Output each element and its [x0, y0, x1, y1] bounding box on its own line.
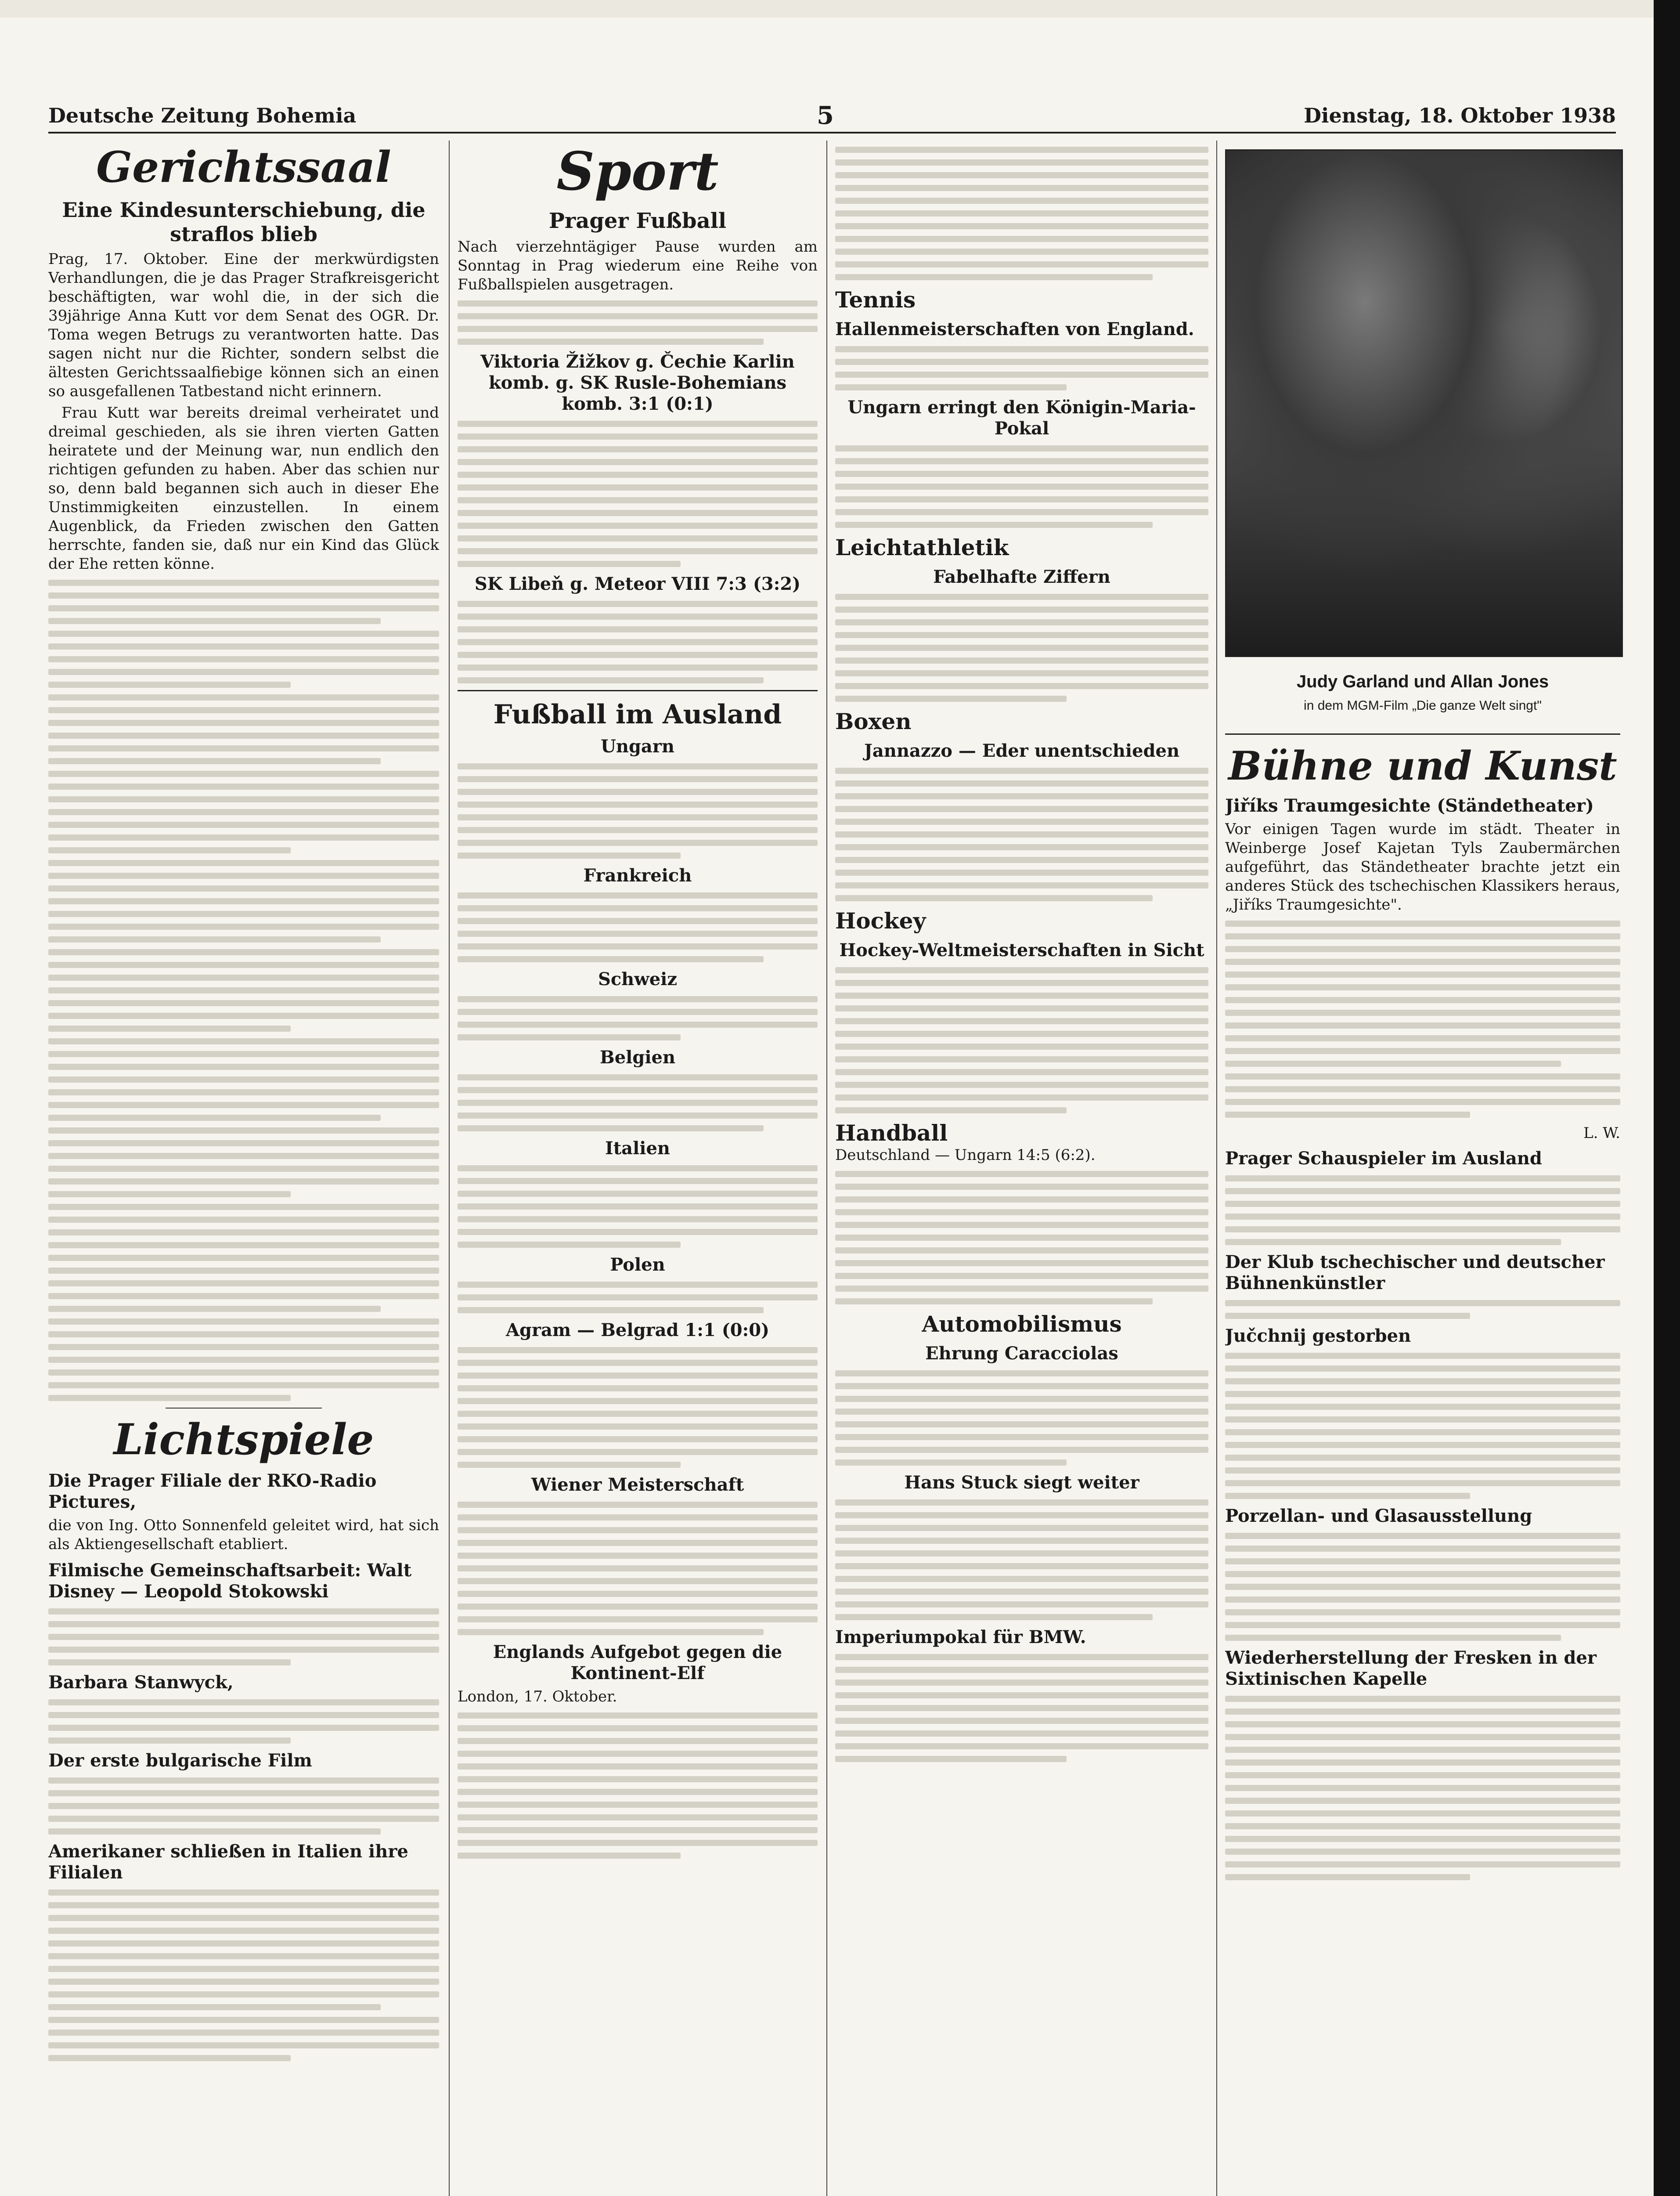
- sport-body: London, 17. Oktober.: [458, 1687, 617, 1705]
- illegible-text-block: [48, 1608, 439, 1665]
- sport-category: Tennis: [835, 287, 916, 313]
- section-title-buehne-und-kunst: Bühne und Kunst: [1228, 743, 1617, 789]
- illegible-text-block: [1225, 1300, 1620, 1319]
- lichtspiele-item-title: Der erste bulgarische Film: [48, 1750, 312, 1771]
- column-sport-2: [835, 141, 1208, 2196]
- country-heading: Italien: [605, 1138, 671, 1159]
- column-buehne-und-kunst: [1225, 729, 1620, 2196]
- lichtspiele-item-title: Die Prager Filiale der RKO-Radio Pictures,: [48, 1470, 377, 1513]
- match-result: Viktoria Žižkov g. Čechie Karlin komb. g. SK Rusle-Bohemians komb. 3:1 (0:1): [480, 351, 795, 414]
- sport-category: Handball: [835, 1120, 948, 1146]
- sport-category: Hockey: [835, 908, 926, 934]
- section-title-sport: Sport: [556, 141, 719, 202]
- illegible-text-block: [458, 300, 818, 345]
- scan-edge-top: [0, 0, 1680, 18]
- match-result: SK Libeň g. Meteor VIII 7:3 (3:2): [474, 573, 801, 594]
- illegible-text-block: [48, 1777, 439, 1835]
- illegible-text-block: [835, 1499, 1208, 1620]
- auto-item: Imperiumpokal für BMW.: [835, 1627, 1086, 1647]
- illegible-text-block: [835, 768, 1208, 901]
- photo-caption-film: in dem MGM-Film „Die ganze Welt singt": [1304, 698, 1542, 713]
- section-divider: [1225, 733, 1620, 735]
- illegible-text-block: [1225, 1533, 1620, 1641]
- illegible-text-block: [458, 996, 818, 1040]
- illegible-text-block: [458, 1074, 818, 1131]
- sport-subhead: Fußball im Ausland: [493, 699, 782, 730]
- illegible-text-block: [458, 1712, 818, 1859]
- illegible-text-block: [835, 346, 1208, 390]
- sport-category: Automobilismus: [922, 1311, 1122, 1337]
- sport-subhead: Prager Fußball: [548, 209, 727, 233]
- article-title: Eine Kindesunterschiebung, die straflos blieb: [62, 198, 425, 246]
- sport-subhead: Wiener Meisterschaft: [531, 1474, 744, 1495]
- auto-item: Hans Stuck siegt weiter: [904, 1472, 1139, 1493]
- column-gerichtssaal: [48, 141, 439, 2196]
- scan-edge-right: [1654, 0, 1680, 2196]
- article-intro: Prag, 17. Oktober. Eine der merkwürdigsten Verhandlungen, die je das Prager Strafkreisgericht beschäftigten, war wohl die, in der sich die 39jährige Anna Kutt vor dem Senat des OGR. Dr. Toma wegen Betrugs zu verantworten hatte. Das sagen nicht nur die Richter, sondern selbst die ältesten Gerichtssaalfiebige können sich an einen so ausgefallenen Tatbestand nicht erinnern.: [48, 250, 439, 401]
- page-header: [48, 101, 1616, 134]
- illegible-text-block: [458, 892, 818, 962]
- match-result: Agram — Belgrad 1:1 (0:0): [505, 1319, 770, 1340]
- hockey-item: Hockey-Weltmeisterschaften in Sicht: [839, 940, 1204, 961]
- boxen-item: Jannazzo — Eder unentschieden: [864, 740, 1180, 761]
- illegible-text-block: [48, 1699, 439, 1744]
- handball-body: Deutschland — Ungarn 14:5 (6:2).: [835, 1146, 1096, 1164]
- leichtathletik-item: Fabelhafte Ziffern: [933, 567, 1110, 587]
- illegible-text-block: [1225, 921, 1620, 1118]
- column-sport: [458, 141, 818, 2196]
- issue-date: Dienstag, 18. Oktober 1938: [1304, 104, 1616, 127]
- author-signature: L. W.: [1583, 1124, 1620, 1142]
- kunst-item-title: Wiederherstellung der Fresken in der Sixtinischen Kapelle: [1225, 1647, 1597, 1689]
- illegible-text-block: [48, 580, 439, 1401]
- illegible-text-block: [458, 763, 818, 859]
- photo-caption-names: Judy Garland und Allan Jones: [1296, 672, 1549, 691]
- film-still-photo: [1225, 149, 1623, 657]
- kunst-item-title: Prager Schauspieler im Ausland: [1225, 1148, 1542, 1169]
- tennis-item: Hallenmeisterschaften von England.: [835, 319, 1194, 340]
- lichtspiele-item-title: Amerikaner schließen in Italien ihre Filialen: [48, 1841, 408, 1883]
- illegible-text-block: [835, 1654, 1208, 1762]
- auto-item: Ehrung Caracciolas: [925, 1343, 1118, 1364]
- illegible-text-block: [1225, 1696, 1620, 1880]
- kunst-item-title: Der Klub tschechischer und deutscher Bühnenkünstler: [1225, 1252, 1605, 1293]
- sport-category: Boxen: [835, 708, 912, 734]
- lichtspiele-item-body: die von Ing. Otto Sonnenfeld geleitet wird, hat sich als Aktiengesellschaft etabliert.: [48, 1517, 439, 1553]
- column-divider: [1216, 141, 1217, 2196]
- country-heading: Frankreich: [583, 865, 692, 886]
- illegible-text-block: [1225, 1175, 1620, 1245]
- country-heading: Polen: [610, 1254, 665, 1275]
- illegible-text-block: [458, 601, 818, 683]
- kunst-item-title: Jučchnij gestorben: [1225, 1326, 1411, 1346]
- illegible-text-block: [458, 1502, 818, 1635]
- illegible-text-block: [835, 147, 1208, 280]
- kunst-item-title: Porzellan- und Glasausstellung: [1225, 1506, 1532, 1526]
- column-divider: [826, 141, 827, 2196]
- article-body: Frau Kutt war bereits dreimal verheiratet und dreimal geschieden, als sie ihren vierten Gatten heiratete und der Meinung war, nun endlich den richtigen gefunden zu haben. Aber das schien nur so, denn bald begannen sich auch in dieser Ehe Unstimmigkeiten einzustellen. In einem Augenblick, da Frieden zwischen den Gatten herrschte, fanden sie, daß nur ein Kind das Glück der Ehe retten könne.: [48, 404, 439, 573]
- kunst-item-body: Vor einigen Tagen wurde im städt. Theater in Weinberge Josef Kajetan Tyls Zaubermärchen aufgeführt, das Ständetheater brachte jetzt ein anderes Stück des tschechischen Klassikers heraus, „Jiříks Traumgesichte".: [1225, 820, 1620, 914]
- illegible-text-block: [835, 967, 1208, 1113]
- illegible-text-block: [1225, 1353, 1620, 1499]
- country-heading: Ungarn: [600, 736, 674, 757]
- illegible-text-block: [835, 1171, 1208, 1304]
- illegible-text-block: [458, 1165, 818, 1248]
- section-title-gerichtssaal: Gerichtssaal: [96, 142, 391, 192]
- lichtspiele-item-title: Filmische Gemeinschaftsarbeit: Walt Disney — Leopold Stokowski: [48, 1560, 412, 1602]
- illegible-text-block: [835, 445, 1208, 528]
- tennis-item: Ungarn erringt den Königin-Maria-Pokal: [847, 397, 1196, 439]
- illegible-text-block: [458, 1282, 818, 1313]
- illegible-text-block: [458, 1347, 818, 1468]
- sport-category: Leichtathletik: [835, 535, 1009, 560]
- newspaper-name: Deutsche Zeitung Bohemia: [48, 104, 357, 127]
- country-heading: Schweiz: [598, 968, 678, 990]
- column-divider: [449, 141, 450, 2196]
- section-divider: [166, 1408, 322, 1409]
- country-heading: Belgien: [599, 1047, 676, 1068]
- page-number: 5: [817, 101, 834, 130]
- illegible-text-block: [835, 1370, 1208, 1466]
- sport-body: Nach vierzehntägiger Pause wurden am Sonntag in Prag wiederum eine Reihe von Fußballspielen ausgetragen.: [458, 238, 818, 293]
- illegible-text-block: [835, 594, 1208, 702]
- section-divider: [458, 690, 818, 691]
- section-title-lichtspiele: Lichtspiele: [113, 1415, 374, 1465]
- sport-subhead: Englands Aufgebot gegen die Kontinent-Elf: [493, 1641, 782, 1683]
- illegible-text-block: [458, 421, 818, 567]
- illegible-text-block: [48, 1889, 439, 2061]
- lichtspiele-item-title: Barbara Stanwyck,: [48, 1672, 234, 1693]
- kunst-item-title: Jiříks Traumgesichte (Ständetheater): [1225, 795, 1594, 816]
